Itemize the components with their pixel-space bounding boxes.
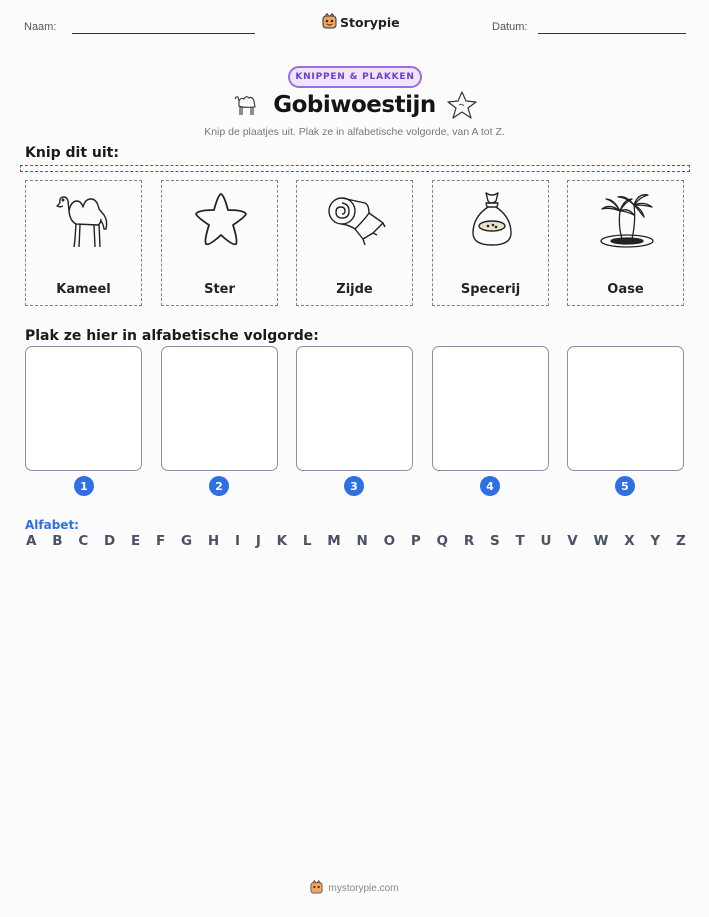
alphabet-letter: Z [675,533,686,549]
alphabet-letter: C [78,533,89,549]
camel-icon [54,189,116,251]
position-number-1: 1 [74,476,94,496]
oasis-palm-icon [596,189,658,251]
paste-heading: Plak ze hier in alfabetische volgorde: [25,328,319,344]
alphabet-letter: F [156,533,166,549]
brand-logo [322,13,400,32]
cut-card-spice[interactable] [432,180,549,306]
card-label: Zijde [336,282,373,297]
alphabet-letter: T [515,533,525,549]
alphabet-letter: N [356,533,368,549]
alphabet-letter: X [624,533,635,549]
alphabet-strip [26,533,686,549]
position-number-4: 4 [480,476,500,496]
paste-box-2[interactable] [161,346,278,471]
activity-tag: KNIPPEN & PLAKKEN [288,66,422,88]
alphabet-letter: I [235,533,241,549]
alphabet-letter: G [181,533,193,549]
storypie-logo-icon [322,13,337,32]
star-decoration-icon [446,90,478,124]
alphabet-letter: Y [650,533,661,549]
name-label: Naam: [24,21,57,33]
spice-bag-icon [461,189,523,251]
brand-name: Storypie [340,15,400,30]
cut-card-silk[interactable] [296,180,413,306]
paste-box-4[interactable] [432,346,549,471]
footer [0,880,709,897]
alphabet-letter: K [276,533,288,549]
footer-link[interactable]: mystorypie.com [328,883,399,894]
alphabet-heading: Alfabet: [25,518,79,532]
alphabet-letter: J [255,533,261,549]
position-number-5: 5 [615,476,635,496]
position-number-2: 2 [209,476,229,496]
paste-box-5[interactable] [567,346,684,471]
alphabet-letter: R [463,533,475,549]
alphabet-letter: S [490,533,500,549]
alphabet-letter: V [567,533,578,549]
cut-card-oasis[interactable] [567,180,684,306]
star-icon [190,189,252,251]
storypie-footer-icon [310,880,323,897]
alphabet-letter: L [302,533,312,549]
card-label: Kameel [56,282,111,297]
alphabet-letter: Q [436,533,449,549]
paste-box-1[interactable] [25,346,142,471]
paste-box-3[interactable] [296,346,413,471]
alphabet-letter: M [327,533,341,549]
alphabet-letter: A [26,533,37,549]
silk-roll-icon [325,189,387,251]
card-label: Ster [204,282,235,297]
card-label: Oase [607,282,644,297]
date-label: Datum: [492,21,528,33]
alphabet-letter: O [383,533,396,549]
alphabet-letter: H [207,533,220,549]
alphabet-letter: D [104,533,116,549]
instructions: Knip de plaatjes uit. Plak ze in alfabetische volgorde, van A tot Z. [204,126,505,138]
position-number-3: 3 [344,476,364,496]
cut-card-star[interactable] [161,180,278,306]
alphabet-letter: U [540,533,552,549]
alphabet-letter: W [593,533,609,549]
page-title: Gobiwoestijn [273,92,436,118]
card-label: Specerij [460,282,521,297]
alphabet-letter: P [410,533,421,549]
date-line[interactable] [538,33,686,34]
name-line[interactable] [72,33,255,34]
cut-line [20,165,690,172]
alphabet-letter: E [131,533,141,549]
cut-card-camel[interactable] [25,180,142,306]
cut-heading: Knip dit uit: [25,145,119,161]
alphabet-letter: B [52,533,63,549]
